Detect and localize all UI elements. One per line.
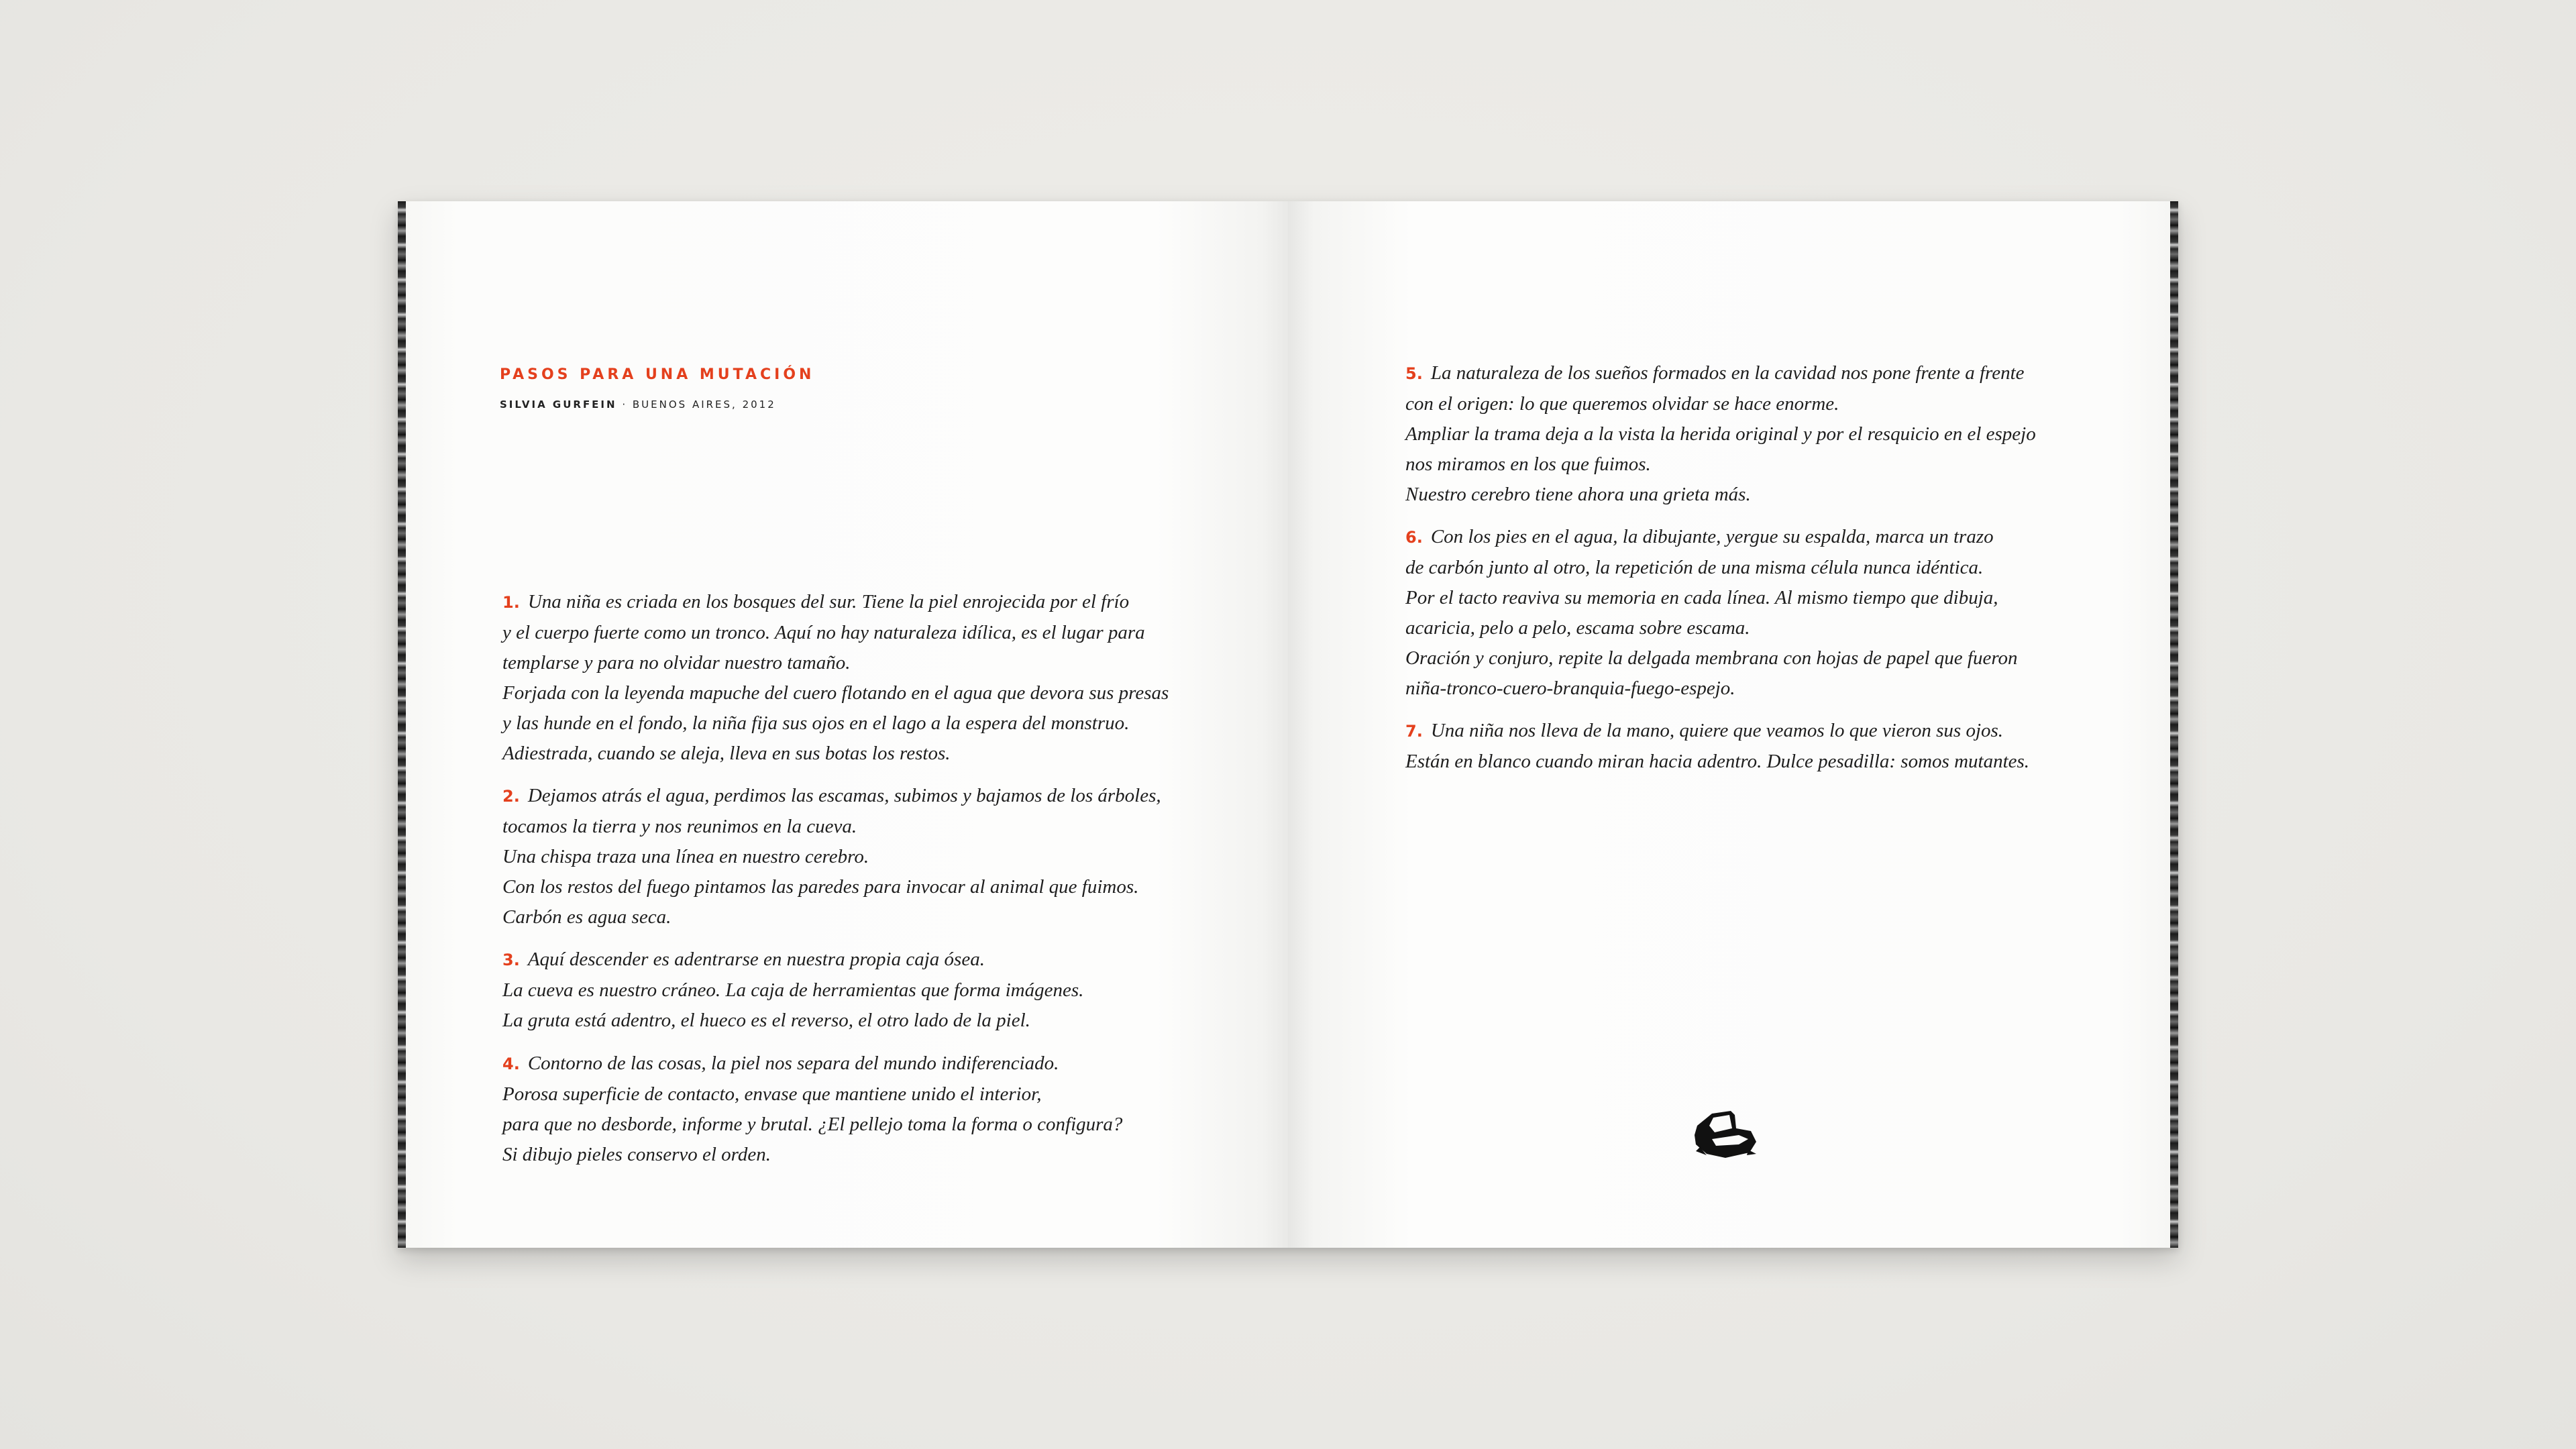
place-year: BUENOS AIRES, 2012 bbox=[632, 398, 776, 411]
section-line: Oración y conjuro, repite la delgada membrana con hojas de papel que fueron bbox=[1405, 647, 2018, 669]
section-line: 5. La naturaleza de los sueños formados en la cavidad nos pone frente a frente bbox=[1405, 362, 2025, 384]
cover-edge-left bbox=[398, 201, 406, 1248]
section-line: 7. Una niña nos lleva de la mano, quiere que veamos lo que vieron sus ojos. bbox=[1405, 720, 2004, 741]
section-3 bbox=[502, 945, 1083, 1036]
section-number: 6. bbox=[1405, 528, 1423, 547]
section-line: templarse y para no olvidar nuestro tamaño. bbox=[502, 652, 851, 674]
section-line: Con los restos del fuego pintamos las paredes para invocar al animal que fuimos. bbox=[502, 876, 1139, 898]
section-line: Carbón es agua seca. bbox=[502, 906, 672, 928]
section-line: Si dibujo pieles conservo el orden. bbox=[502, 1144, 771, 1165]
byline-separator: · bbox=[616, 398, 633, 411]
section-line: Por el tacto reaviva su memoria en cada línea. Al mismo tiempo que dibuja, bbox=[1405, 587, 1998, 608]
section-line: 4. Contorno de las cosas, la piel nos separa del mundo indiferenciado. bbox=[502, 1053, 1059, 1074]
section-line: 3. Aquí descender es adentrarse en nuestra propia caja ósea. bbox=[502, 949, 985, 970]
section-number: 1. bbox=[502, 593, 520, 612]
section-number: 7. bbox=[1405, 722, 1423, 741]
section-line: nos miramos en los que fuimos. bbox=[1405, 453, 1651, 475]
section-line: y las hunde en el fondo, la niña fija sus ojos en el lago a la espera del monstruo. bbox=[502, 712, 1130, 734]
section-7 bbox=[1405, 716, 2029, 777]
section-line: acaricia, pelo a pelo, escama sobre escama. bbox=[1405, 617, 1750, 639]
section-5 bbox=[1405, 358, 2036, 510]
section-line: 1. Una niña es criada en los bosques del sur. Tiene la piel enrojecida por el frío bbox=[502, 591, 1130, 612]
byline bbox=[500, 398, 776, 411]
section-1 bbox=[502, 587, 1169, 769]
section-line: tocamos la tierra y nos reunimos en la cueva. bbox=[502, 816, 857, 837]
section-line: niña-tronco-cuero-branquia-fuego-espejo. bbox=[1405, 678, 1735, 699]
section-6 bbox=[1405, 522, 2018, 704]
section-line: Adiestrada, cuando se aleja, lleva en sus botas los restos. bbox=[502, 743, 951, 764]
section-line: 6. Con los pies en el agua, la dibujante, yergue su espalda, marca un trazo bbox=[1405, 526, 1994, 547]
section-line: Una chispa traza una línea en nuestro cerebro. bbox=[502, 846, 869, 867]
section-line: de carbón junto al otro, la repetición de una misma célula nunca idéntica. bbox=[1405, 557, 1984, 578]
page-title: PASOS PARA UNA MUTACIÓN bbox=[500, 366, 815, 383]
section-line: Porosa superficie de contacto, envase que mantiene unido el interior, bbox=[502, 1083, 1042, 1105]
cover-edge-right bbox=[2170, 201, 2178, 1248]
section-number: 4. bbox=[502, 1055, 520, 1073]
author-name: SILVIA GURFEIN bbox=[500, 398, 617, 411]
section-line: con el origen: lo que queremos olvidar se hace enorme. bbox=[1405, 393, 1839, 415]
section-line: La gruta está adentro, el hueco es el reverso, el otro lado de la piel. bbox=[502, 1010, 1030, 1031]
section-2 bbox=[502, 781, 1161, 932]
section-line: Están en blanco cuando miran hacia adentro. Dulce pesadilla: somos mutantes. bbox=[1405, 751, 2030, 772]
boat-icon bbox=[1692, 1106, 1759, 1162]
section-line: Nuestro cerebro tiene ahora una grieta más. bbox=[1405, 484, 1751, 505]
section-number: 3. bbox=[502, 951, 520, 969]
section-line: Ampliar la trama deja a la vista la herida original y por el resquicio en el espejo bbox=[1405, 423, 2036, 445]
section-line: Forjada con la leyenda mapuche del cuero flotando en el agua que devora sus presas bbox=[502, 682, 1169, 704]
section-4 bbox=[502, 1049, 1122, 1170]
section-line: La cueva es nuestro cráneo. La caja de herramientas que forma imágenes. bbox=[502, 979, 1084, 1001]
section-number: 5. bbox=[1405, 364, 1423, 383]
section-line: para que no desborde, informe y brutal. ¿El pellejo toma la forma o configura? bbox=[502, 1114, 1123, 1135]
section-line: y el cuerpo fuerte como un tronco. Aquí no hay naturaleza idílica, es el lugar para bbox=[502, 622, 1145, 643]
section-number: 2. bbox=[502, 787, 520, 806]
section-line: 2. Dejamos atrás el agua, perdimos las escamas, subimos y bajamos de los árboles, bbox=[502, 785, 1161, 806]
